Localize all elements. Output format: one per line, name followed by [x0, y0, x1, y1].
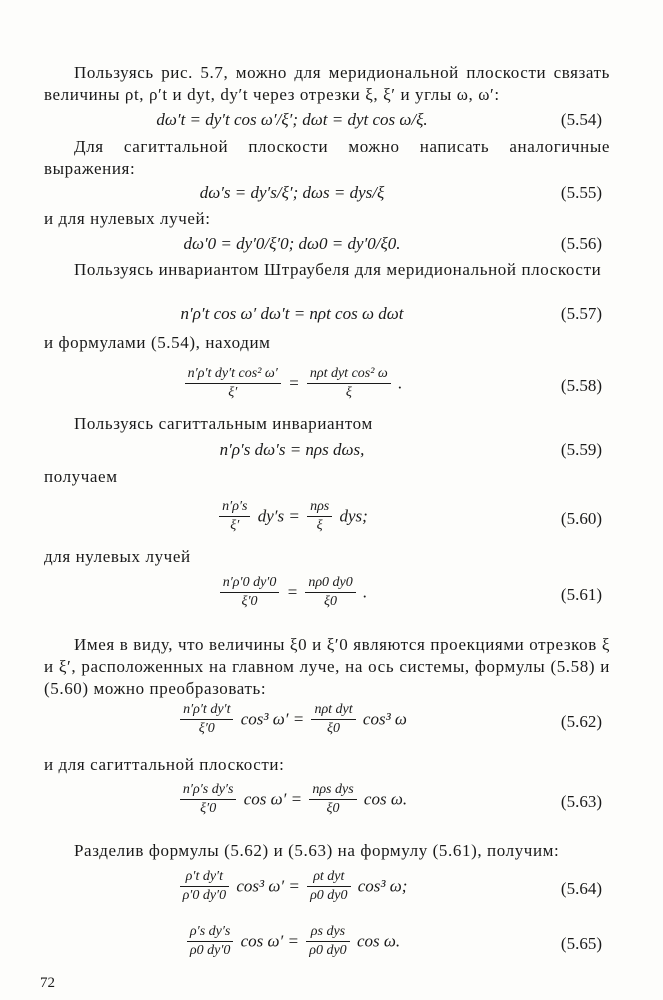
equation-5-56: [44, 230, 610, 260]
fraction: $\frac{\text{nρs dys}}{\xi 0}$: [309, 782, 356, 817]
equation-number: (5.57): [560, 304, 602, 323]
fraction: $\frac{\text{ρs dys}}{\rho 0 dy0}$: [306, 924, 349, 959]
equation-body: n′ρ′t cos ω′ dω′t = nρt cos ω dωt: [180, 304, 404, 323]
equation-number: (5.60): [560, 509, 602, 528]
equation-number: (5.64): [560, 879, 602, 898]
fraction: $\frac{n'\rho's}{\xi'}$: [219, 499, 250, 534]
paragraph-10: и для сагиттальной плоскости:: [44, 755, 285, 774]
equation-5-55: [44, 179, 610, 209]
equation-body: dω′t = dy′t cos ω′/ξ′; dωt = dyt cos ω/ξ.: [156, 110, 428, 129]
paragraph-6: Пользуясь сагиттальным инвариантом: [74, 414, 373, 433]
paragraph-4: Пользуясь инвариантом Штраубеля для меридиональной плоскости: [74, 260, 602, 279]
paragraph-11: Разделив формулы (5.62) и (5.63) на формулу (5.61), получим:: [74, 841, 560, 860]
equation-body: n′ρ′s dω′s = nρs dωs,: [219, 440, 365, 459]
equation-number: (5.58): [560, 376, 602, 395]
equation-5-61: $\frac{n'\rho'0 dy'0}{\xi'0}$ = $\frac{n\rho 0 dy0}{\xi 0}$ . (5.61): [44, 573, 610, 619]
equation-5-64: $\frac{\text{ρ′t dy′t}}{\rho'0 dy'0}$ cos³ ω′ = $\frac{\text{ρt dyt}}{\rho 0 dy0}$ cos³ ω; (5.64): [44, 867, 610, 913]
page-number: 72: [40, 975, 55, 991]
equation-body: dω′s = dy′s/ξ′; dωs = dys/ξ: [199, 183, 385, 202]
equation-number: (5.55): [560, 183, 602, 202]
equation-number: (5.65): [560, 934, 602, 953]
paragraph-3: и для нулевых лучей:: [44, 209, 211, 228]
equation-5-54: [44, 106, 610, 136]
equation-5-59: [44, 436, 610, 466]
equation-number: (5.59): [560, 440, 602, 459]
equation-5-63: $\frac{\text{n′ρ′s dy′s}}{\xi'0}$ cos ω′ = $\frac{\text{nρs dys}}{\xi 0}$ cos ω. (5.63): [44, 780, 610, 826]
fraction: $\frac{\text{nρt dyt}}{\xi 0}$: [311, 702, 355, 737]
fraction: $\frac{n\rho 0 dy0}{\xi 0}$: [305, 575, 355, 610]
paragraph-5: и формулами (5.54), находим: [44, 333, 271, 352]
fraction: $\frac{\text{ρt dyt}}{\rho 0 dy0}$: [307, 869, 350, 904]
paragraph-2: Для сагиттальной плоскости можно написать аналогичные выражения:: [44, 137, 610, 178]
equation-5-58: $\frac{\text{n′ρ′t dy′t cos² ω′}}{\xi'}$ = $\frac{\text{nρt dyt cos² ω}}{\xi}$ . (5.58): [44, 364, 610, 410]
fraction: $\frac{\text{n′ρ′t dy′t cos² ω′}}{\xi'}$: [185, 366, 281, 401]
equation-5-65: $\frac{\text{ρ′s dy′s}}{\rho 0 dy'0}$ cos ω′ = $\frac{\text{ρs dys}}{\rho 0 dy0}$ cos ω. (5.65): [44, 922, 610, 968]
fraction: $\frac{\text{nρs}}{\xi}$: [307, 499, 332, 534]
equation-number: (5.56): [560, 234, 602, 253]
equation-5-60: $\frac{n'\rho's}{\xi'}$ dy′s = $\frac{\text{nρs}}{\xi}$ dys; (5.60): [44, 497, 610, 543]
fraction: $\frac{\text{ρ′s dy′s}}{\rho 0 dy'0}$: [187, 924, 234, 959]
paragraph-8: для нулевых лучей: [44, 547, 191, 566]
fraction: $\frac{\text{nρt dyt cos² ω}}{\xi}$: [307, 366, 391, 401]
equation-number: (5.54): [560, 110, 602, 129]
paragraph-1: Пользуясь рис. 5.7, можно для меридиональной плоскости связать величины ρt, ρ′t и dyt, dy′t через отрезки ξ, ξ′ и углы ω, ω′:: [44, 63, 610, 104]
equation-5-62: $\frac{\text{n′ρ′t dy′t}}{\xi'0}$ cos³ ω′ = $\frac{\text{nρt dyt}}{\xi 0}$ cos³ ω (5.62): [44, 700, 610, 746]
equation-number: (5.63): [560, 792, 602, 811]
fraction: $\frac{\text{n′ρ′t dy′t}}{\xi'0}$: [180, 702, 233, 737]
paragraph-9: Имея в виду, что величины ξ0 и ξ′0 являются проекциями отрезков ξ и ξ′, расположенных на главном луче, на ось системы, формулы (5.58) и (5.60) можно преобразовать:: [44, 635, 610, 698]
fraction: $\frac{\text{n′ρ′s dy′s}}{\xi'0}$: [180, 782, 237, 817]
equation-number: (5.61): [560, 585, 602, 604]
equation-number: (5.62): [560, 712, 602, 731]
equation-5-57: [44, 300, 610, 330]
fraction: $\frac{n'\rho'0 dy'0}{\xi'0}$: [220, 575, 280, 610]
fraction: $\frac{\text{ρ′t dy′t}}{\rho'0 dy'0}$: [180, 869, 230, 904]
equation-body: dω′0 = dy′0/ξ′0; dω0 = dy′0/ξ0.: [183, 234, 401, 253]
paragraph-7: получаем: [44, 467, 118, 486]
